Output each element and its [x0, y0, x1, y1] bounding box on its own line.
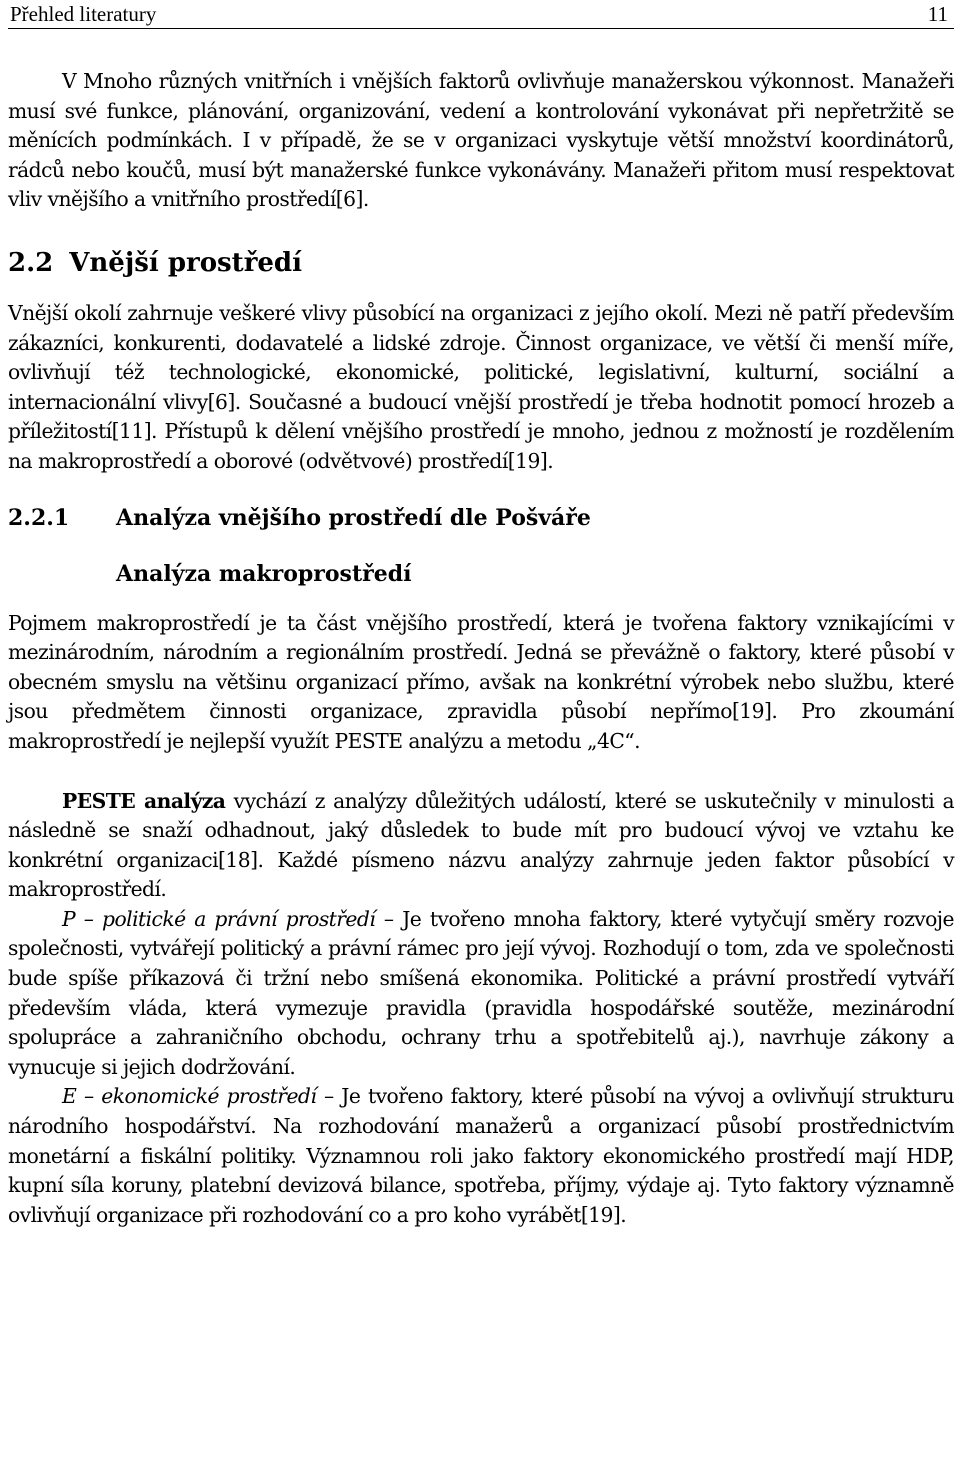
header-page-number: 11: [927, 2, 948, 26]
paragraph-external-environment: Vnější okolí zahrnuje veškeré vlivy působící na organizaci z jejího okolí. Mezi ně patří především zákazníci, konkurenti, dodavatelé a lidské zdroje. Činnost organizace, ve větší či menší míře, ovlivňují též technologické, ekonomické, politické, legislativní, kulturní, sociální a internacionální vlivy[6]. Současné a budoucí vnější prostředí je třeba hodnotit pomocí hrozeb a příležitostí[11]. Přístupů k dělení vnějšího prostředí je mnoho, jednou z možností je rozdělením na makroprostředí a oborové (odvětvové) prostředí[19].: [8, 300, 954, 473]
political-description: – Je tvořeno mnoha faktory, které vytyčují směry rozvoje společnosti, vytvářejí politický a právní rámec pro její vývoj. Rozhodují o tom, zda ve společnosti bude spíše příkazová či tržní nebo smíšená ekonomika. Politické a právní prostředí vytváří především vláda, která vymezuje pravidla (pravidla hospodářské soutěže, mezinárodní spolupráce a zahraničního obchodu, ochrany trhu a spotřebitelů aj.), navrhuje zákony a vynucuje si jejich dodržování.: [8, 906, 954, 1079]
political-term: P – politické a právní prostředí: [62, 906, 376, 931]
heading-2-2-1: [8, 503, 954, 533]
paragraph-intro: V Mnoho různých vnitřních i vnějších faktorů ovlivňuje manažerskou výkonnost. Manažeři musí své funkce, plánování, organizování, vedení a kontrolování vykonávat při nepřetržitě se měnících podmínkách. I v případě, že se v organizaci vyskytuje větší množství koordinátorů, rádců nebo koučů, musí být manažerské funkce vykonávány. Manažeři přitom musí respektovat vliv vnějšího a vnitřního prostředí[6].: [8, 69, 954, 212]
paragraph-economic: [8, 1082, 954, 1230]
economic-term: E – ekonomické prostředí: [62, 1084, 317, 1109]
paragraph-macro-environment: Pojmem makroprostředí je ta část vnějšího prostředí, která je tvořena faktory vznikajícími v mezinárodním, národním a regionálním prostředí. Jedná se převážně o faktory, které působí v obecném smyslu na většinu organizací přímo, avšak na konkrétní výrobek nebo službu, které jsou předmětem činnosti organizace, zpravidla působí nepřímo[19]. Pro zkoumání makroprostředí je nejlepší využít PESTE analýzu a metodu „4C“.: [8, 610, 954, 753]
heading-2-2-1-text: Analýza vnějšího prostředí dle Pošváře: [116, 504, 591, 531]
heading-2-2-number: 2.2: [8, 247, 54, 278]
running-header: [8, 0, 954, 29]
heading-2-2-text: Vnější prostředí: [69, 247, 302, 278]
peste-description: vychází z analýzy důležitých událostí, které se uskutečnily v minulosti a následně se snaží odhadnout, jaký důsledek to bude mít pro budoucí vývoj ve vztahu ke konkrétní organizaci[18]. Každé písmeno názvu analýzy zahrnuje jeden faktor působící v makroprostředí.: [8, 788, 955, 902]
paragraph-peste: [8, 787, 954, 905]
paragraph-political-legal: [8, 905, 954, 1083]
heading-2-2-1-number: 2.2.1: [8, 504, 70, 531]
paragraph-gap: [8, 757, 954, 787]
heading-macro-analysis: Analýza makroprostředí: [116, 560, 412, 587]
header-section-title: Přehled literatury: [10, 2, 157, 26]
economic-description: – Je tvořeno faktory, které působí na vývoj a ovlivňují strukturu národního hospodářství. Na rozhodování manažerů a organizací působí prostřednictvím monetární a fiskální politiky. Významnou roli jako faktory ekonomického prostředí mají HDP, kupní síla koruny, platební devizová bilance, spotřeba, příjmy, výdaje aj. Tyto faktory významně ovlivňují organizace při rozhodování co a pro koho vyrábět[19].: [8, 1084, 954, 1227]
page-content: [8, 29, 954, 1230]
peste-term: PESTE analýza: [62, 788, 226, 813]
heading-2-2: [8, 247, 954, 279]
